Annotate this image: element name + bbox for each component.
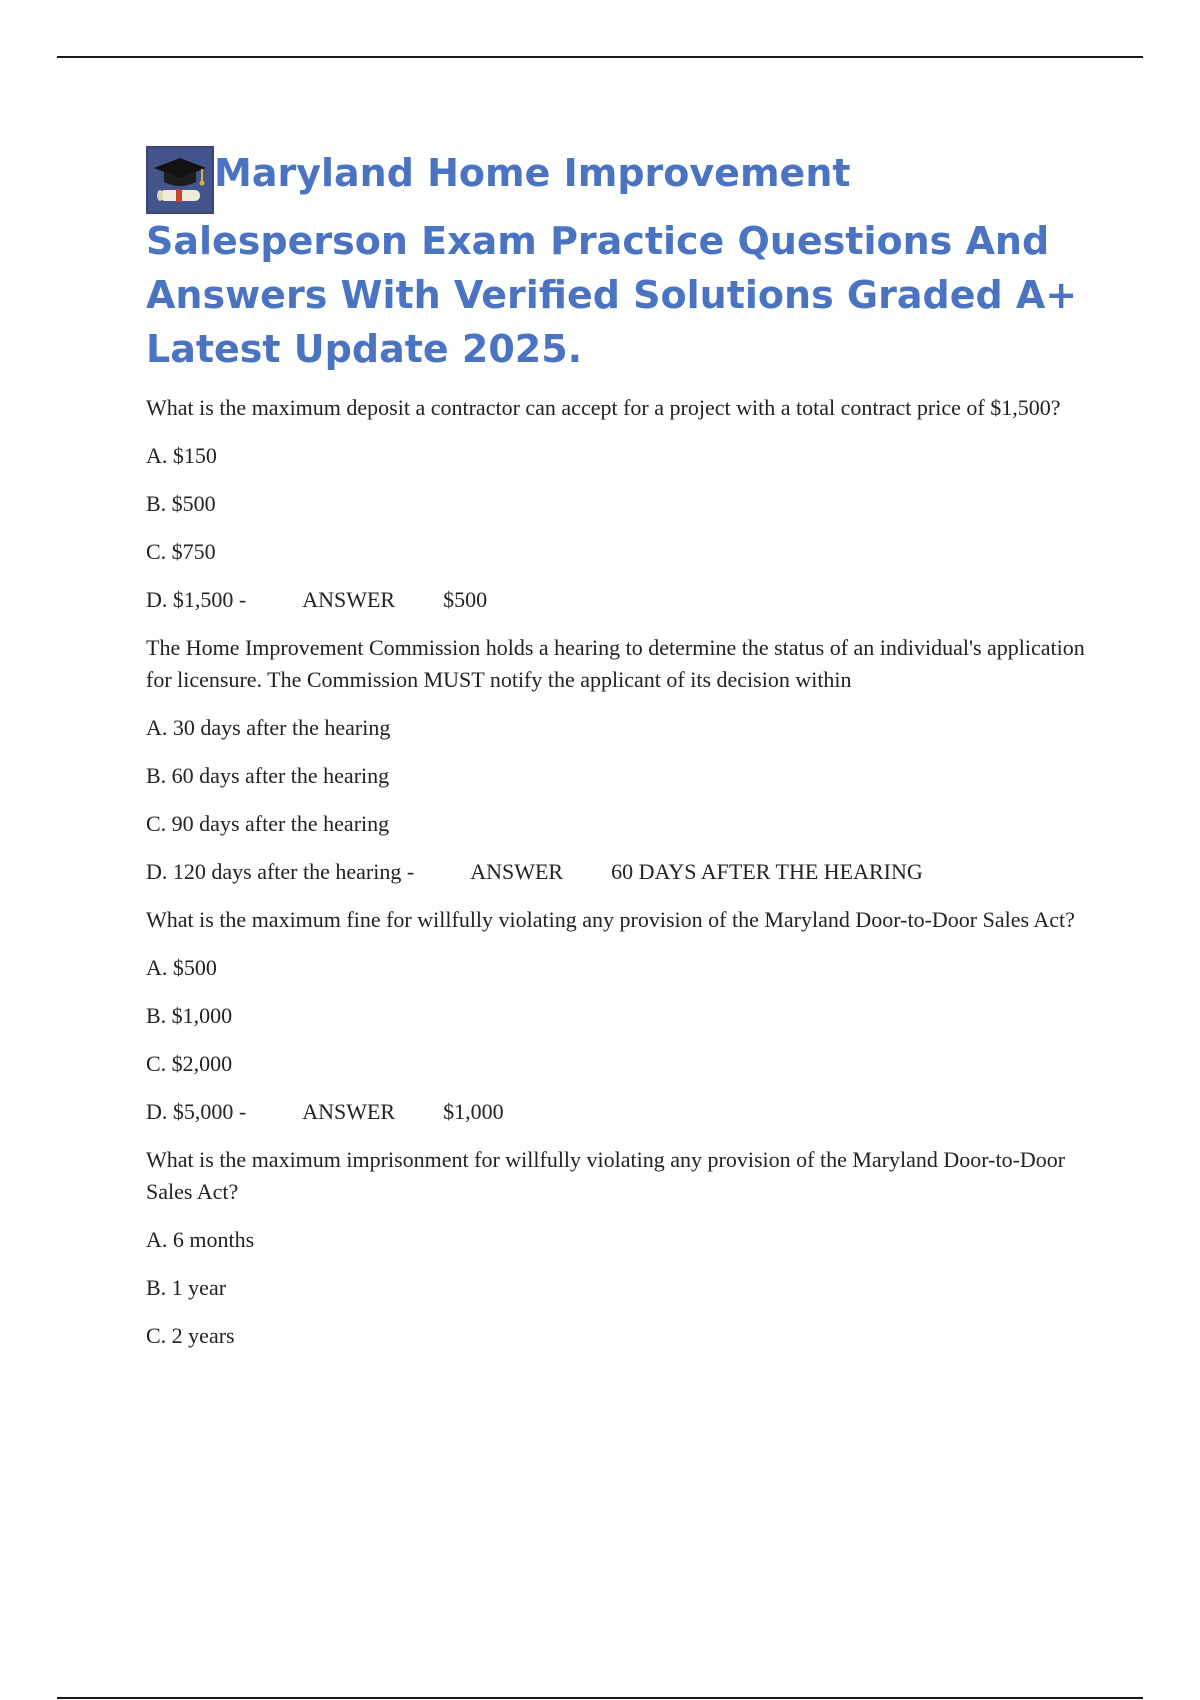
option-d-with-answer: [146, 584, 1086, 616]
option-d: D. $1,500 -: [146, 587, 247, 612]
question-text: What is the maximum imprisonment for willfully violating any provision of the Maryland Door-to-Door Sales Act?: [146, 1147, 1066, 1204]
question-block: [146, 904, 1086, 1128]
option-d-with-answer: [146, 1096, 1086, 1128]
question-block: [146, 632, 1086, 888]
option-d-with-answer: [146, 856, 1086, 888]
option-a: A. $500: [146, 955, 217, 980]
option-b: B. $500: [146, 491, 216, 516]
option-c: C. 2 years: [146, 1323, 235, 1348]
option-d: D. 120 days after the hearing -: [146, 859, 415, 884]
question-block: [146, 1144, 1086, 1352]
answer-label: ANSWER: [302, 1099, 396, 1124]
option-b: B. $1,000: [146, 1003, 233, 1028]
option-a: A. 6 months: [146, 1227, 255, 1252]
title-text: Maryland Home Improvement Salesperson Exam Practice Questions And Answers With Verified Solutions Graded A+ Latest Update 2025.: [146, 151, 1078, 371]
option-b: B. 1 year: [146, 1275, 227, 1300]
option-c: C. 90 days after the hearing: [146, 811, 390, 836]
answer-value: $1,000: [443, 1099, 504, 1124]
question-text: The Home Improvement Commission holds a hearing to determine the status of an individual's application for licensure. The Commission MUST notify the applicant of its decision within: [146, 635, 1085, 692]
option-b: B. 60 days after the hearing: [146, 763, 390, 788]
option-c: C. $2,000: [146, 1051, 233, 1076]
answer-label: ANSWER: [302, 587, 396, 612]
footer-rule: [57, 1697, 1143, 1699]
option-d: D. $5,000 -: [146, 1099, 247, 1124]
answer-label: ANSWER: [470, 859, 564, 884]
document-body: [146, 146, 1086, 1368]
option-a: A. $150: [146, 443, 217, 468]
header-rule: [57, 56, 1143, 58]
option-c: C. $750: [146, 539, 216, 564]
option-a: A. 30 days after the hearing: [146, 715, 391, 740]
question-block: [146, 392, 1086, 616]
question-text: What is the maximum deposit a contractor can accept for a project with a total contract price of $1,500?: [146, 395, 1061, 420]
graduation-cap-icon: [146, 146, 214, 214]
question-text: What is the maximum fine for willfully violating any provision of the Maryland Door-to-Door Sales Act?: [146, 907, 1075, 932]
answer-value: 60 DAYS AFTER THE HEARING: [611, 859, 923, 884]
document-title: [146, 146, 1086, 376]
answer-value: $500: [443, 587, 488, 612]
